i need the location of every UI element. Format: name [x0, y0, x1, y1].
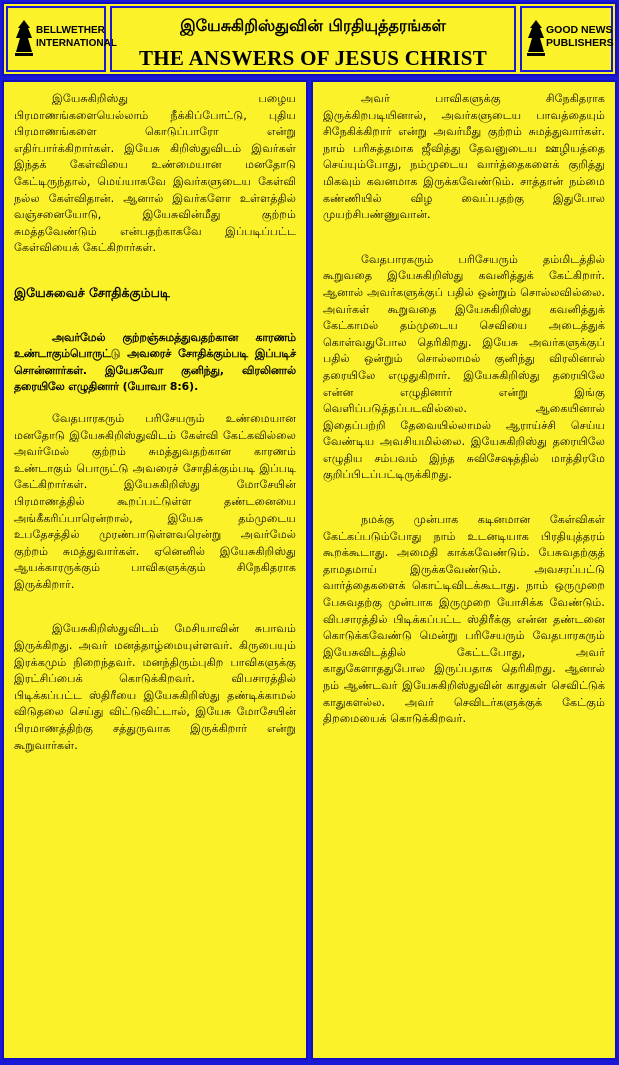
bellwether-logo: [6, 6, 117, 72]
bellwether-logo-text: BELLWETHER INTERNATIONAL: [36, 25, 117, 49]
left-paragraph-1: இயேசுகிறிஸ்து பழைய பிரமாணங்களையெல்லாம் நீக்கிப்போட்டு, புதிய பிரமாணங்களை கொடுப்பாரோ என்று எதிர்பார்க்கிறார்கள். இயேசு கிறிஸ்துவிடம் இவர்கள் இந்தக் கேள்வியை உண்மையான மனதோடு கேட்டிருந்தால், மெய்யாகவே இவர்களுடைய கேள்வி நல்ல கேள்விதான். ஆனால் இவர்களோ உள்ளத்தில் வஞ்சனையோடு, இயேசுவின்மீது குற்றம் சுமத்தவேண்டும் என்பதற்காகவே இப்படிப்பட்ட கேள்வியைக் கேட்கிறார்கள்.: [14, 92, 296, 255]
title-block: [110, 6, 516, 72]
title-english: THE ANSWERS OF JESUS CHRIST: [138, 46, 488, 70]
right-paragraph-3: நமக்கு முன்பாக கடினமான கேள்விகள் கேட்கப்படும்போது நாம் உடனடியாக பிரதியுத்தரம் கூறக்கூடாது. அமைதி காக்கவேண்டும். பேசுவதற்குத் தாமதமாய் இருக்கவேண்டும். அவசரப்பட்டு வார்த்தைகளைக் கொட்டிவிடக்கூடாது. நாம் ஒருமுறை பேசுவதற்கு முன்பாக இருமுறை யோசிக்க வேண்டும். விபசாரத்தில் பிடிக்கப்பட்ட ஸ்திரீக்கு என்ன தண்டனை கொடுக்கவேண்டு மென்று பரிசேயரும் வேதபாரகரும் இயேசுவிடத்தில் கேட்டபோது, அவர் காதுகேளாததுபோல இருப்பதாக தெரிகிறது. ஆனால் நம் ஆண்டவர் இயேசுகிறிஸ்துவின் காதுகள் செவிட்டுக் காதுகளல்ல. அவர் செவிடர்களுக்குக் கேட்கும் திறமையைக் கொடுக்கிறவர்.: [323, 513, 605, 726]
scripture-quote: அவர்மேல் குற்றஞ்சுமத்துவதற்கான காரணம் உண்டாகும்பொருட்டு அவரைச் சோதிக்கும்படி இப்படிச் சொன்னார்கள். இயேசுவோ குனிந்து, விரலினால் தரையிலே எழுதினார் (யோவா 8:6).: [14, 330, 296, 394]
left-column: [2, 80, 308, 1060]
right-paragraph-2: வேதபாரகரும் பரிசேயரும் தம்மிடத்தில் கூறுவதை இயேசுகிறிஸ்து கவனித்துக் கேட்கிறார். ஆனால் அவர்களுக்குப் பதில் ஒன்றும் சொல்லவில்லை. அவர்கள் கூறுவதை இயேசுகிறிஸ்து கவனித்துக் கேட்காமல் தம்முடைய செவியை அடைத்துக் கொள்வதுபோல தெரிகிறது. இயேசு அவர்களுக்குப் பதில் ஒன்றும் சொல்லாமல் குனிந்து விரலினால் தரையிலே எழுதுகிறார். இயேசுகிறிஸ்து தரையிலே என்ன எழுதினார் என்று இங்கு வெளிப்படுத்தப்படவில்லை. ஆகையினால் இதைப்பற்றி தேவையில்லாமல் ஆராய்ச்சி செய்ய வேண்டிய அவசியமில்லை. இயேசுகிறிஸ்து தரையிலே எழுதிய சம்பவம் இந்த சுவிசேஷத்தில் மாத்திரமே குறிப்பிடப்பட்டிருக்கிறது.: [323, 252, 605, 482]
lamp-icon: [527, 18, 545, 58]
good-news-logo: [520, 6, 613, 72]
left-paragraph-2: வேதபாரகரும் பரிசேயரும் உண்மையான மனதோடு இயேசுகிறிஸ்துவிடம் கேள்வி கேட்கவில்லை அவர்மேல் குற்றம் சுமத்துவதற்கான காரணம் உண்டாகும் பொருட்டு அவரைச் சோதிக்கும்படி இப்படி கேட்கிறார்கள். இயேசுகிறிஸ்து மோசேயின் பிரமாணத்தில் கூறப்பட்டுள்ள தண்டனையை அங்கீகரிப்பாரென்றால், இயேசு தம்முடைய உபதேசத்தில் முரண்பாடுள்ளவரென்று அவர்மேல் குற்றம் சுமத்துவார்கள். ஏனெனில் இயேசுகிறிஸ்து ஆயக்காரருக்கும் பாவிகளுக்கும் சிநேகிதராக இருக்கிறார்.: [14, 411, 296, 591]
good-news-logo-text: GOOD NEWS PUBLISHERS: [546, 24, 614, 49]
lamp-icon: [14, 18, 34, 58]
page-header: [2, 2, 617, 76]
right-paragraph-1: அவர் பாவிகளுக்கு சிநேகிதராக இருக்கிறபடியினால், அவர்களுடைய பாவத்தையும் சிநேகிக்கிறார் என்று அவர்மீது குற்றம் சுமத்துவார்கள். நாம் பரிசுத்தமாக ஜீவித்து தேவனுடைய ஊழியத்தை செய்யும்போது, நம்முடைய வார்த்தைகளைக் குறித்து மிகவும் கவனமாக இருக்கவேண்டும். சாத்தான் நம்மை கண்ணியில் விழ வைப்பதற்கு இதுபோல முயற்சிபண்ணுவான்.: [323, 92, 605, 222]
title-tamil: இயேசுகிறிஸ்துவின் பிரதியுத்தரங்கள்: [180, 16, 446, 35]
section-heading: இயேசுவைச் சோதிக்கும்படி: [14, 284, 170, 300]
left-paragraph-3: இயேசுகிறிஸ்துவிடம் மேசியாவின் சுபாவம் இருக்கிறது. அவர் மனத்தாழ்மையுள்ளவர். கிருபையும் இரக்கமும் நிறைந்தவர். மனந்திரும்புகிற பாவிகளுக்கு இரட்சிப்பைக் கொடுக்கிறவர். விபசாரத்தில் பிடிக்கப்பட்ட ஸ்திரீயை இயேசுகிறிஸ்து தண்டிக்காமல் விடுதலை செய்து விட்டுவிட்டால், இயேசு மோசேயின் பிரமாணத்திற்கு சத்துருவாக இருக்கிறார் என்று கூறுவார்கள்.: [14, 622, 296, 752]
right-column: [311, 80, 617, 1060]
